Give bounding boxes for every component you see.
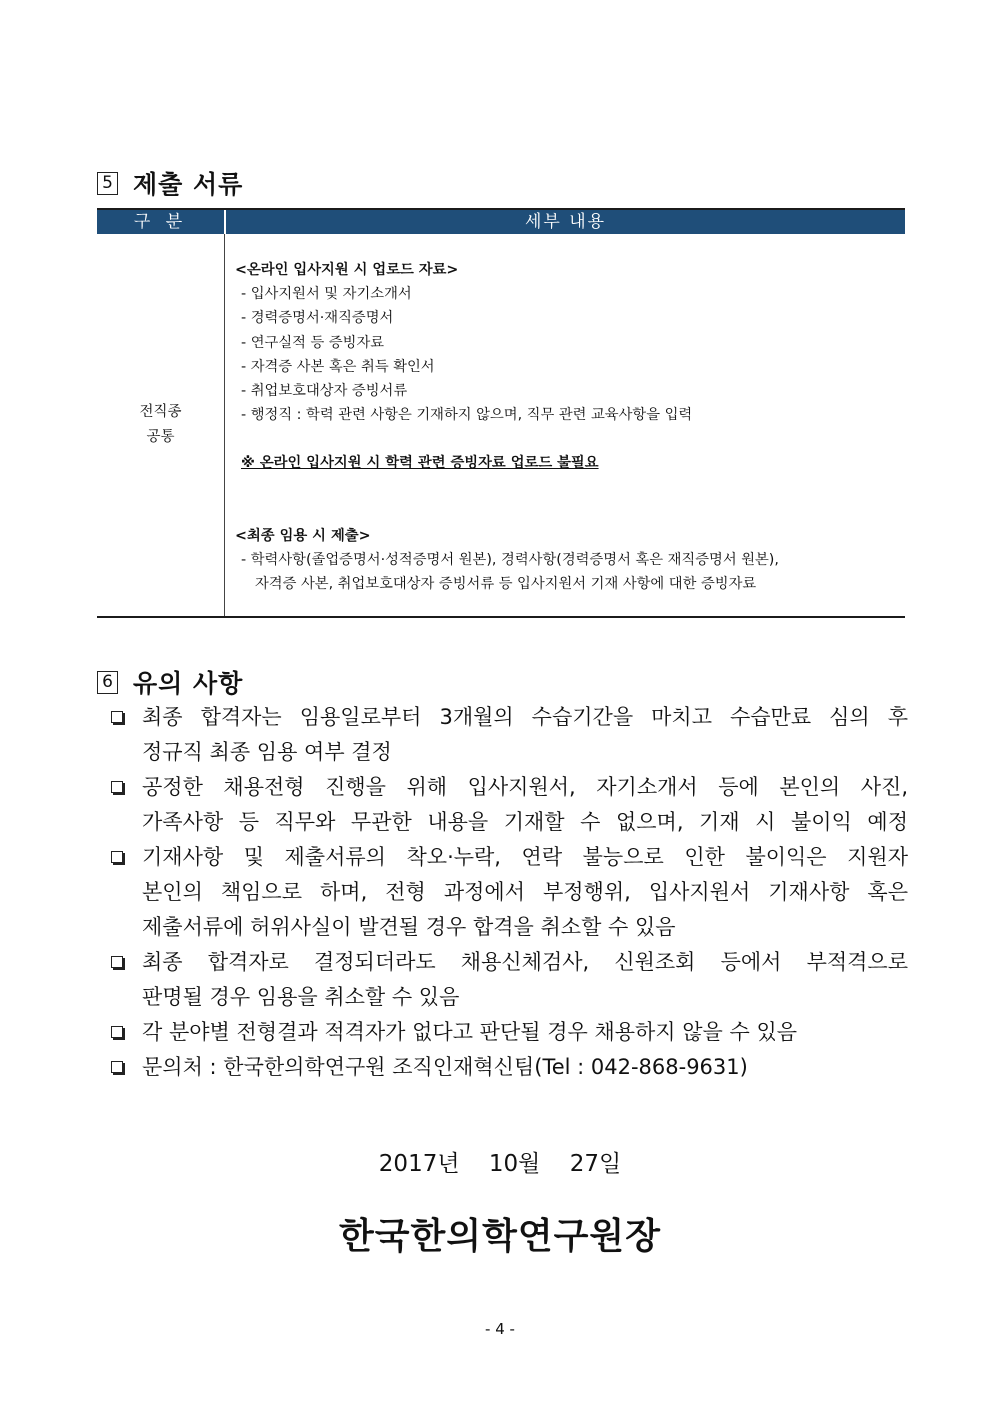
notice-item [108,1015,908,1050]
list-item: - 행정직 : 학력 관련 사항은 기재하지 않으며, 직무 관련 교육사항을 입력 [241,407,693,424]
notice-item [108,840,908,945]
list-item: - 입사지원서 및 자기소개서 [241,286,412,303]
notice-line: 정규직 최종 임용 여부 결정 [142,740,392,764]
notice-line: 공정한 채용전형 진행을 위해 입사지원서, 자기소개서 등에 본인의 사진, [142,775,908,799]
section-title: 제출 서류 [133,170,244,199]
notice-item [108,1050,908,1085]
category-line: 공통 [146,429,175,445]
page-number: - 4 - [485,1320,515,1338]
notice-line: 최종 합격자로 결정되더라도 채용신체검사, 신원조회 등에서 부적격으로 [142,950,908,974]
section-6-heading [97,664,243,700]
list-item-continuation: 자격증 사본, 취업보호대상자 증빙서류 등 입사지원서 기재 사항에 대한 증빙자료 [255,575,757,592]
notice-line: 문의처 : 한국한의학연구원 조직인재혁신팀(Tel : 042-868-9631) [142,1055,748,1079]
date-year: 2017년 [378,1151,460,1177]
category-cell [97,400,224,450]
checkbox-bullet-icon [111,851,123,863]
date-day: 27일 [569,1151,622,1177]
section-number: 6 [97,671,118,694]
notice-line: 기재사항 및 제출서류의 착오·누락, 연락 불능으로 인한 불이익은 지원자 [142,845,908,869]
signer-name: 한국한의학연구원장 [339,1216,661,1257]
checkbox-bullet-icon [111,781,123,793]
document-date [0,1145,1000,1178]
final-submission-header: <최종 임용 시 제출> [235,527,371,544]
list-item: - 자격증 사본 혹은 취득 확인서 [241,358,435,375]
list-item: - 연구실적 등 증빙자료 [241,334,385,351]
section-number: 5 [97,172,118,195]
list-item: - 경력증명서·재직증명서 [241,310,394,327]
column-divider [224,234,225,616]
details-cell [235,258,895,596]
table-header [97,210,905,234]
section-title: 유의 사항 [133,669,244,698]
notice-line: 본인의 책임으로 하며, 전형 과정에서 부정행위, 입사지원서 기재사항 혹은 [142,880,908,904]
notice-line: 판명될 경우 임용을 취소할 수 있음 [142,985,460,1009]
section-5-heading [97,165,243,201]
list-item: - 취업보호대상자 증빙서류 [241,382,408,399]
category-line: 전직종 [139,404,182,420]
list-item: - 학력사항(졸업증명서·성적증명서 원본), 경력사항(경력증명서 혹은 재직증명서 원본), [241,551,779,568]
date-month: 10월 [488,1151,541,1177]
header-details: 세부 내용 [524,212,607,232]
notice-item [108,945,908,1015]
notice-item [108,770,908,840]
documents-table [97,208,905,618]
notice-item [108,700,908,770]
notice-line: 각 분야별 전형결과 적격자가 없다고 판단될 경우 채용하지 않을 수 있음 [142,1020,798,1044]
header-category: 구 분 [133,212,188,232]
checkbox-bullet-icon [111,1026,123,1038]
online-upload-header: <온라인 입사지원 시 업로드 자료> [235,262,459,278]
notice-line: 제출서류에 허위사실이 발견될 경우 합격을 취소할 수 있음 [142,915,676,939]
checkbox-bullet-icon [111,1061,123,1073]
notice-line: 가족사항 등 직무와 무관한 내용을 기재할 수 없으며, 기재 시 불이익 예정 [142,810,908,834]
notice-line: 최종 합격자는 임용일로부터 3개월의 수습기간을 마치고 수습만료 심의 후 [142,705,908,729]
notice-list [108,700,908,1085]
checkbox-bullet-icon [111,956,123,968]
online-upload-note: ※ 온라인 입사지원 시 학력 관련 증빙자료 업로드 불필요 [241,455,599,472]
checkbox-bullet-icon [111,711,123,723]
